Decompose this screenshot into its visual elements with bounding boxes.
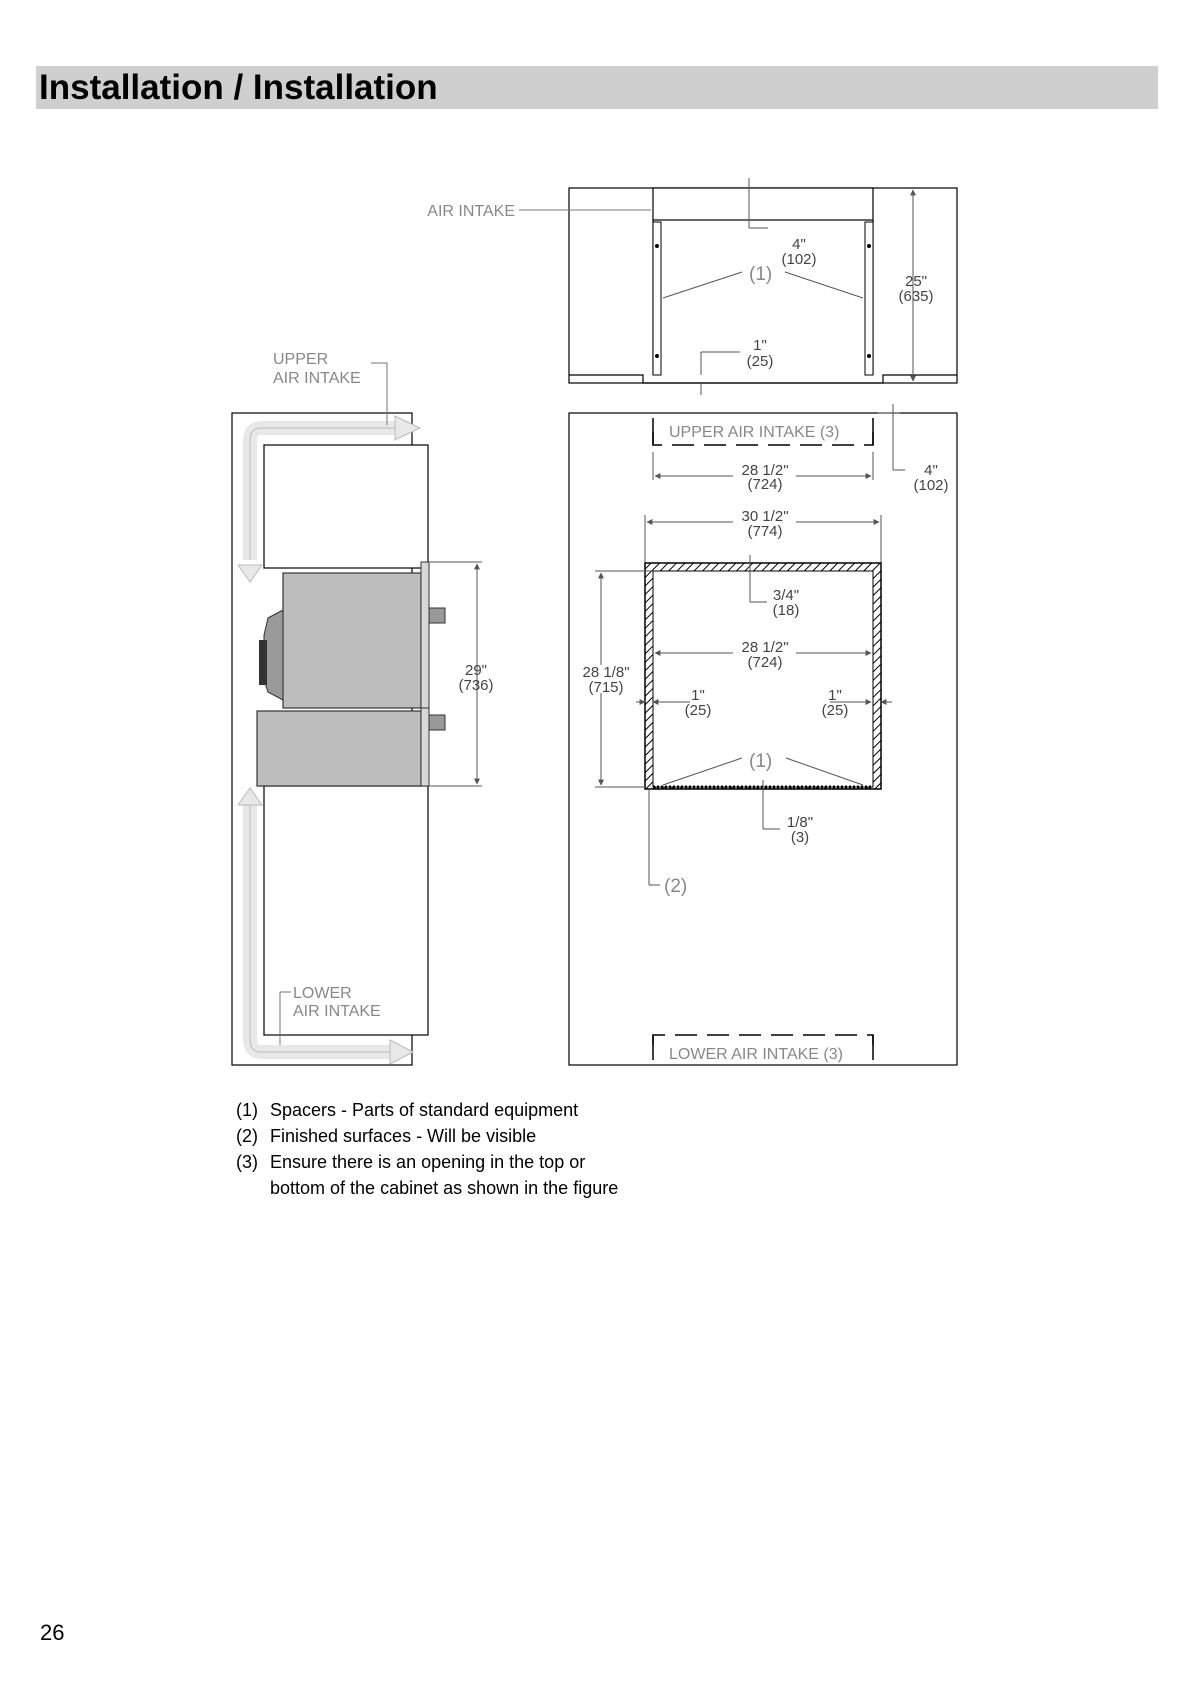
footnotes: [236, 1097, 618, 1201]
lower-air-intake-3-label: LOWER AIR INTAKE (3): [669, 1046, 843, 1063]
dim-right-1mm: (25): [821, 702, 849, 719]
dim-side-29in: 29": [464, 662, 488, 679]
footnote-3: [236, 1149, 618, 1175]
footnote-number: (3): [236, 1152, 258, 1172]
footnote-text: Finished surfaces - Will be visible: [270, 1126, 537, 1146]
dim-outer-width-mm: (774): [747, 523, 783, 540]
dim-upper-width-in: 28 1/2": [741, 462, 789, 479]
dim-height-in: 28 1/8": [582, 664, 630, 681]
footnote-3-continued: [236, 1175, 618, 1201]
dim-bottom-1-8mm: (3): [790, 829, 810, 846]
dim-side-29mm: (736): [458, 677, 494, 694]
footnote-1: [236, 1097, 618, 1123]
section-title: Installation / Installation: [39, 68, 438, 107]
footnote-number: (1): [236, 1100, 258, 1120]
dim-top-1mm: (25): [746, 353, 774, 370]
dim-height-mm: (715): [588, 679, 624, 696]
callout-2-front: (2): [664, 876, 688, 897]
dim-inner-width-mm: (724): [747, 654, 783, 671]
page-number: 26: [40, 1620, 65, 1645]
dim-top-25mm: (635): [898, 288, 934, 305]
front-view: [569, 404, 957, 1065]
dim-left-1in: 1": [691, 687, 705, 704]
upper-air-intake-label-line2: AIR INTAKE: [273, 370, 361, 387]
air-intake-label: AIR INTAKE: [427, 203, 515, 220]
upper-air-intake-3-label: UPPER AIR INTAKE (3): [669, 424, 840, 441]
footnote-text: bottom of the cabinet as shown in the figure: [270, 1178, 619, 1198]
dim-frame-3-4in: 3/4": [772, 587, 800, 604]
side-view: [232, 363, 482, 1065]
dim-upper-4in: 4": [924, 462, 938, 479]
footnote-2: [236, 1123, 618, 1149]
dim-bottom-1-8in: 1/8": [786, 814, 814, 831]
footnote-number: (2): [236, 1126, 258, 1146]
dim-top-1in: 1": [753, 337, 767, 354]
dim-left-1mm: (25): [684, 702, 712, 719]
dim-top-4mm: (102): [781, 251, 817, 268]
dim-frame-3-4mm: (18): [772, 602, 800, 619]
footnote-text: Ensure there is an opening in the top or: [270, 1152, 586, 1172]
callout-1-top: (1): [749, 264, 773, 285]
upper-air-intake-label-line1: UPPER: [273, 351, 329, 368]
dim-upper-4mm: (102): [913, 477, 949, 494]
footnote-text: Spacers - Parts of standard equipment: [270, 1100, 579, 1120]
dim-top-25in: 25": [904, 273, 928, 290]
callout-1-front: (1): [749, 751, 773, 772]
dim-top-4in: 4": [792, 236, 806, 253]
lower-air-intake-label-line1: LOWER: [293, 985, 352, 1002]
dim-outer-width-in: 30 1/2": [741, 508, 789, 525]
dim-right-1in: 1": [828, 687, 842, 704]
top-view: [519, 178, 957, 395]
lower-air-intake-label-line2: AIR INTAKE: [293, 1003, 381, 1020]
dim-inner-width-in: 28 1/2": [741, 639, 789, 656]
dim-upper-width-mm: (724): [747, 476, 783, 493]
